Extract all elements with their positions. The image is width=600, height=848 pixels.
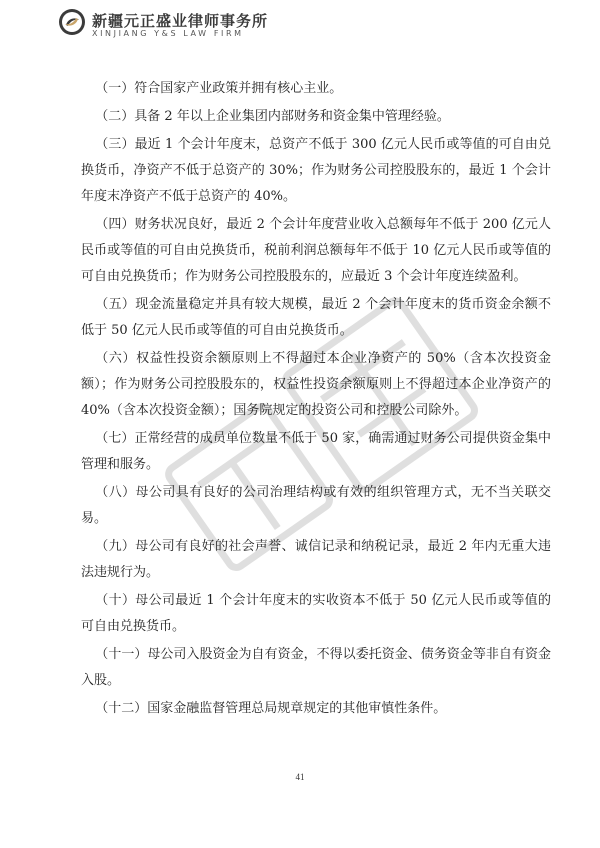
paragraph-5: （五）现金流量稳定并具有较大规模，最近 2 个会计年度末的货币资金余额不低于 50 亿元人民币或等值的可自由兑换货币。 — [81, 297, 551, 338]
paragraph-2: （二）具备 2 年以上企业集团内部财务和资金集中管理经验。 — [95, 109, 450, 124]
page-header — [58, 6, 578, 48]
yuanzheng-logo-icon — [58, 8, 86, 36]
paragraph-4: （四）财务状况良好，最近 2 个会计年度营业收入总额每年不低于 200 亿元人民币或等值的可自由兑换货币，税前利润总额每年不低于 10 亿元人民币或等值的可自由兑换货币；作为财务公司控股股东的，应最近 3 个会计年度连续盈利。 — [81, 217, 551, 284]
firm-name-en: XINJIANG Y&S LAW FIRM — [92, 29, 244, 38]
paragraph-6: （六）权益性投资余额原则上不得超过本企业净资产的 50%（含本次投资金额）；作为财务公司控股股东的，权益性投资余额原则上不得超过本企业净资产的 40%（含本次投资金额）；国务院规定的投资公司和控股公司除外。 — [81, 351, 551, 418]
paragraph-8: （八）母公司具有良好的公司治理结构或有效的组织管理方式，无不当关联交易。 — [81, 485, 551, 526]
firm-name-cn: 新疆元正盛业律师事务所 — [92, 12, 269, 30]
paragraph-1: （一）符合国家产业政策并拥有核心主业。 — [95, 81, 343, 96]
paragraph-7: （七）正常经营的成员单位数量不低于 50 家，确需通过财务公司提供资金集中管理和服务。 — [81, 431, 551, 472]
paragraph-10: （十）母公司最近 1 个会计年度末的实收资本不低于 50 亿元人民币或等值的可自由兑换货币。 — [81, 593, 551, 634]
page-number: 41 — [295, 772, 305, 782]
paragraph-11: （十一）母公司入股资金为自有资金，不得以委托资金、债务资金等非自有资金入股。 — [81, 647, 551, 688]
paragraph-9: （九）母公司有良好的社会声誉、诚信记录和纳税记录，最近 2 年内无重大违法违规行为。 — [81, 539, 551, 580]
paragraph-12: （十二）国家金融监督管理总局规章规定的其他审慎性条件。 — [95, 701, 447, 716]
paragraph-3: （三）最近 1 个会计年度末，总资产不低于 300 亿元人民币或等值的可自由兑换货币，净资产不低于总资产的 30%；作为财务公司控股股东的，最近 1 个会计年度末净资产不低于总资产的 40%。 — [81, 137, 551, 204]
document-body — [81, 76, 551, 724]
